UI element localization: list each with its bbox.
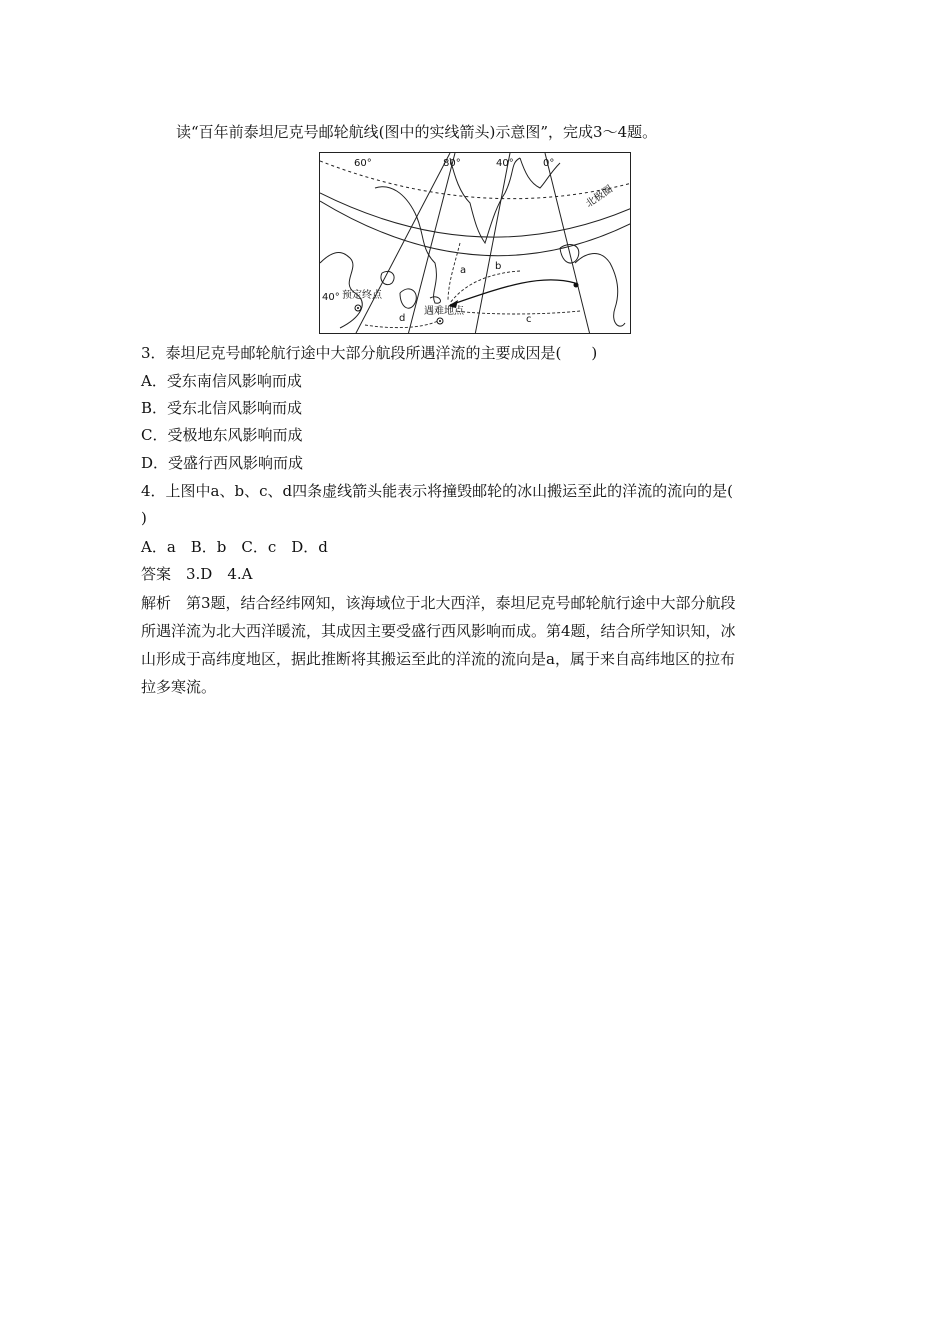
latitude-line-2: [320, 201, 631, 256]
titanic-route-map: [319, 152, 631, 334]
intro-text: 读“百年前泰坦尼克号邮轮航线(图中的实线箭头)示意图”，完成3～4题。: [176, 123, 658, 141]
lon-label-0: 0°: [543, 158, 555, 169]
planned-end-label: 预定终点: [342, 290, 382, 301]
q3-option-a: A．受东南信风影响而成: [141, 372, 302, 390]
current-a-label: a: [460, 265, 467, 276]
q3-option-c: C．受极地东风影响而成: [141, 426, 303, 444]
lon-label-40: 40°: [496, 158, 514, 169]
coastline-island-3: [560, 245, 579, 263]
analysis-line-2: 所遇洋流为北大西洋暖流，其成因主要受盛行西风影响而成。第4题，结合所学知识知，冰: [141, 622, 736, 640]
analysis-line-4: 拉多寒流。: [141, 678, 217, 696]
q4-stem-line1: 4．上图中a、b、c、d四条虚线箭头能表示将撞毁邮轮的冰山搬运至此的洋流的流向的是(: [141, 482, 733, 500]
lon-label-80: 80°: [443, 158, 461, 169]
q4-stem-line2: ): [141, 509, 147, 527]
departure-marker: [574, 283, 579, 288]
analysis-line-3: 山形成于高纬度地区，据此推断将其搬运至此的洋流的流向是a，属于来自高纬地区的拉布: [141, 650, 735, 668]
meridian-40: [475, 153, 510, 334]
analysis-line-1: 解析 第3题，结合经纬网知，该海域位于北大西洋，泰坦尼克号邮轮航行途中大部分航段: [141, 594, 736, 612]
current-c-path: [455, 311, 580, 314]
coastline-greenland-west: [375, 187, 440, 304]
coastline-greenland: [450, 158, 520, 243]
q3-stem: 3．泰坦尼克号邮轮航行途中大部分航段所遇洋流的主要成因是( ): [141, 344, 598, 362]
arctic-circle-label: 北极圈: [584, 183, 615, 211]
accident-site-label: 遇难地点: [424, 306, 464, 317]
map-drawing: [320, 153, 631, 334]
answer-line: 答案 3.D 4.A: [141, 565, 253, 583]
q3-option-d: D．受盛行西风影响而成: [141, 454, 304, 472]
current-c-label: c: [526, 314, 532, 325]
q4-options: A．a B．b C．c D．d: [141, 538, 328, 556]
current-d-label: d: [399, 313, 406, 324]
titanic-route-path: [450, 280, 575, 305]
meridian-0: [545, 153, 590, 334]
planned-end-dot: [357, 307, 359, 309]
current-b-label: b: [495, 261, 502, 272]
coastline-island-1: [400, 289, 416, 308]
coastline-europe: [575, 254, 625, 327]
lon-label-60: 60°: [354, 158, 372, 169]
accident-site-dot: [439, 320, 441, 322]
lat-label-40: 40°: [322, 292, 340, 303]
q3-option-b: B．受东北信风影响而成: [141, 399, 303, 417]
